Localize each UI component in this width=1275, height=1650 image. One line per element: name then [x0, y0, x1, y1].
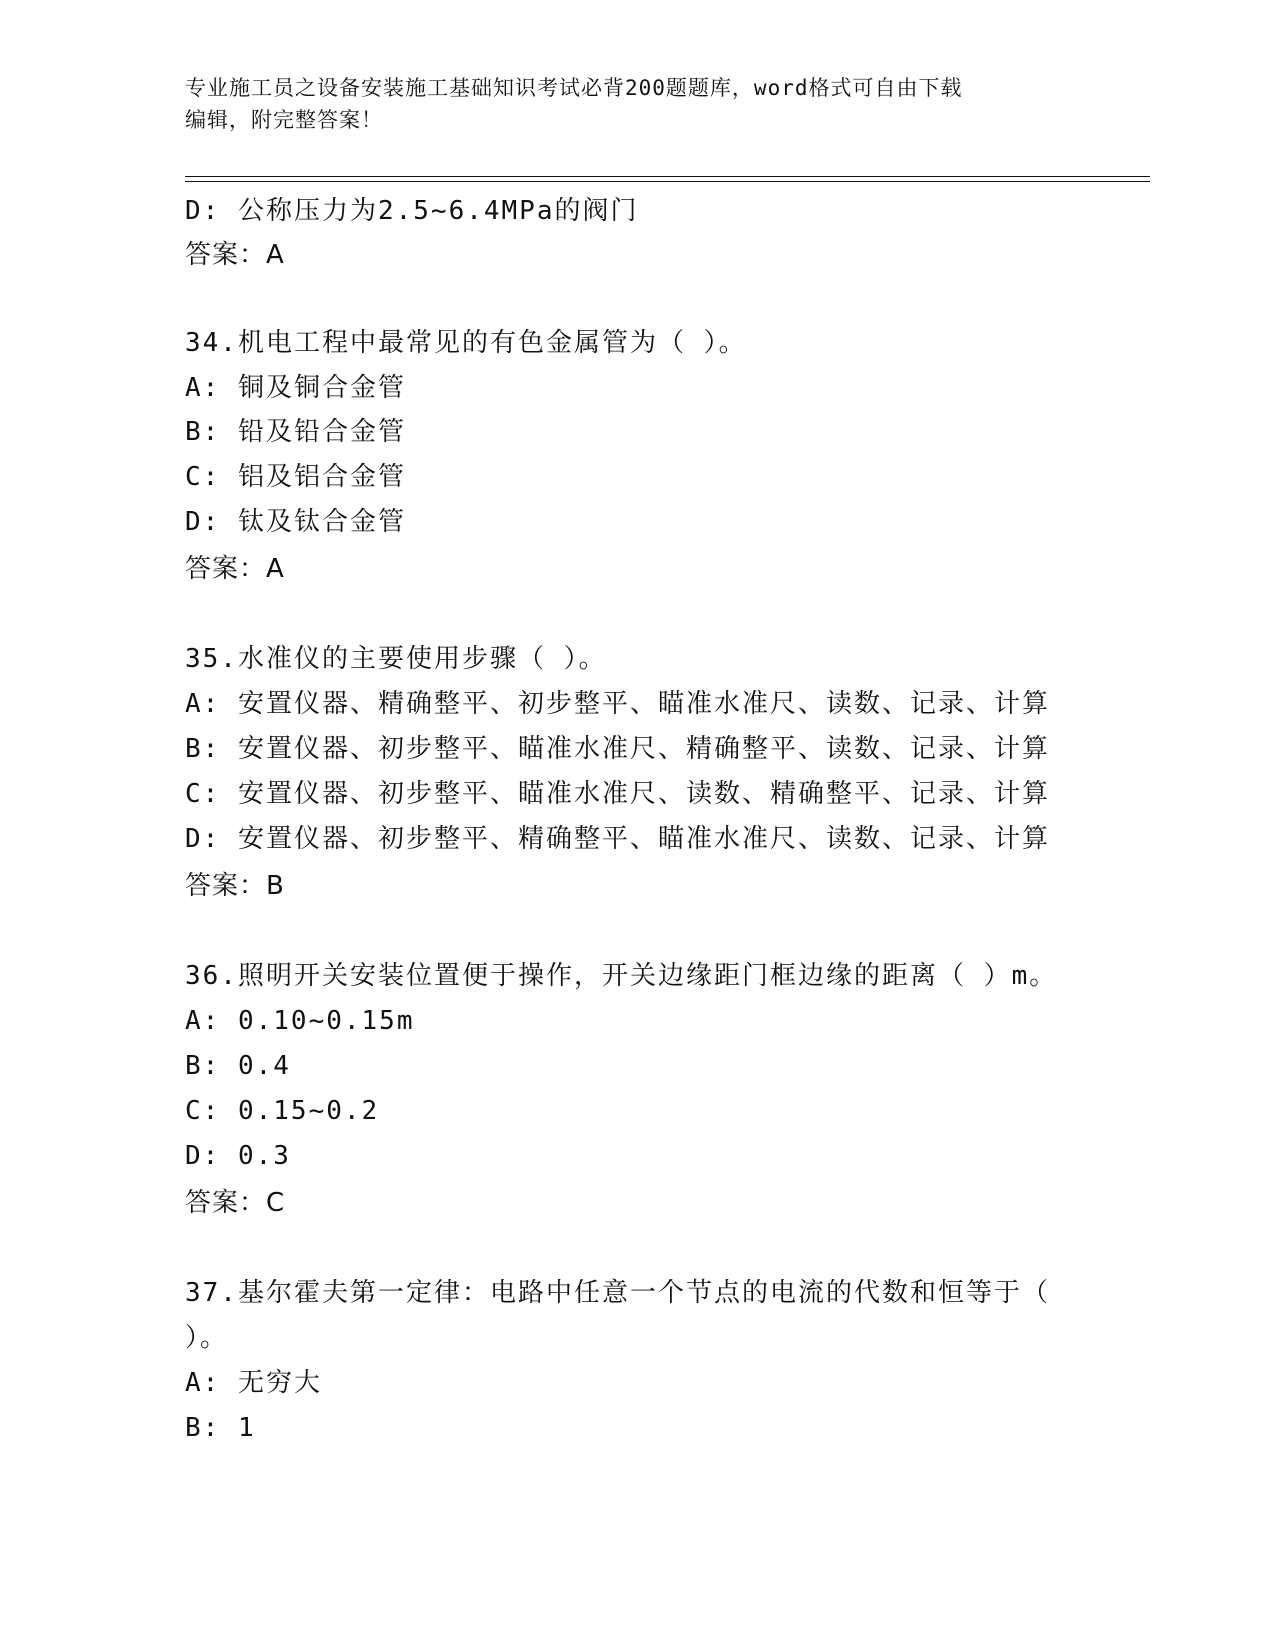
q36-option-b: B: 0.4	[185, 1051, 291, 1081]
header-title-line-1: 专业施工员之设备安装施工基础知识考试必背200题题库，word格式可自由下载	[185, 76, 963, 100]
q37-option-a: A: 无穷大	[185, 1368, 322, 1398]
q36-option-d: D: 0.3	[185, 1141, 291, 1171]
q36-question: 36.照明开关安装位置便于操作，开关边缘距门框边缘的距离（ ）m。	[185, 961, 1058, 991]
q37-question-line-1: 37.基尔霍夫第一定律：电路中任意一个节点的电流的代数和恒等于（	[185, 1278, 1050, 1308]
q35-question: 35.水准仪的主要使用步骤（ ）。	[185, 644, 607, 674]
q36-answer: 答案：C	[185, 1188, 286, 1218]
q33-option-d: D: 公称压力为2.5~6.4MPa的阀门	[185, 196, 639, 226]
q34-option-d: D: 钛及钛合金管	[185, 507, 406, 537]
q34-question: 34.机电工程中最常见的有色金属管为（ ）。	[185, 328, 747, 358]
header-title-line-2: 编辑，附完整答案！	[185, 108, 383, 132]
q35-option-c: C: 安置仪器、初步整平、瞄准水准尺、读数、精确整平、记录、计算	[185, 779, 1050, 809]
q37-question-line-2: ）。	[185, 1323, 229, 1353]
header-divider-top	[185, 176, 1150, 177]
q36-option-a: A: 0.10~0.15m	[185, 1006, 415, 1036]
q35-option-d: D: 安置仪器、初步整平、精确整平、瞄准水准尺、读数、记录、计算	[185, 824, 1050, 854]
q34-option-b: B: 铅及铅合金管	[185, 417, 406, 447]
q35-option-b: B: 安置仪器、初步整平、瞄准水准尺、精确整平、读数、记录、计算	[185, 734, 1050, 764]
q37-option-b: B: 1	[185, 1413, 256, 1443]
header-divider-bottom	[185, 181, 1150, 182]
document-header	[185, 72, 1085, 136]
q36-option-c: C: 0.15~0.2	[185, 1096, 380, 1126]
q35-answer: 答案：B	[185, 871, 285, 901]
q34-answer: 答案：A	[185, 554, 285, 584]
q34-option-c: C: 铝及铝合金管	[185, 462, 406, 492]
q34-option-a: A: 铜及铜合金管	[185, 373, 406, 403]
q33-answer: 答案：A	[185, 240, 285, 270]
q35-option-a: A: 安置仪器、精确整平、初步整平、瞄准水准尺、读数、记录、计算	[185, 689, 1050, 719]
